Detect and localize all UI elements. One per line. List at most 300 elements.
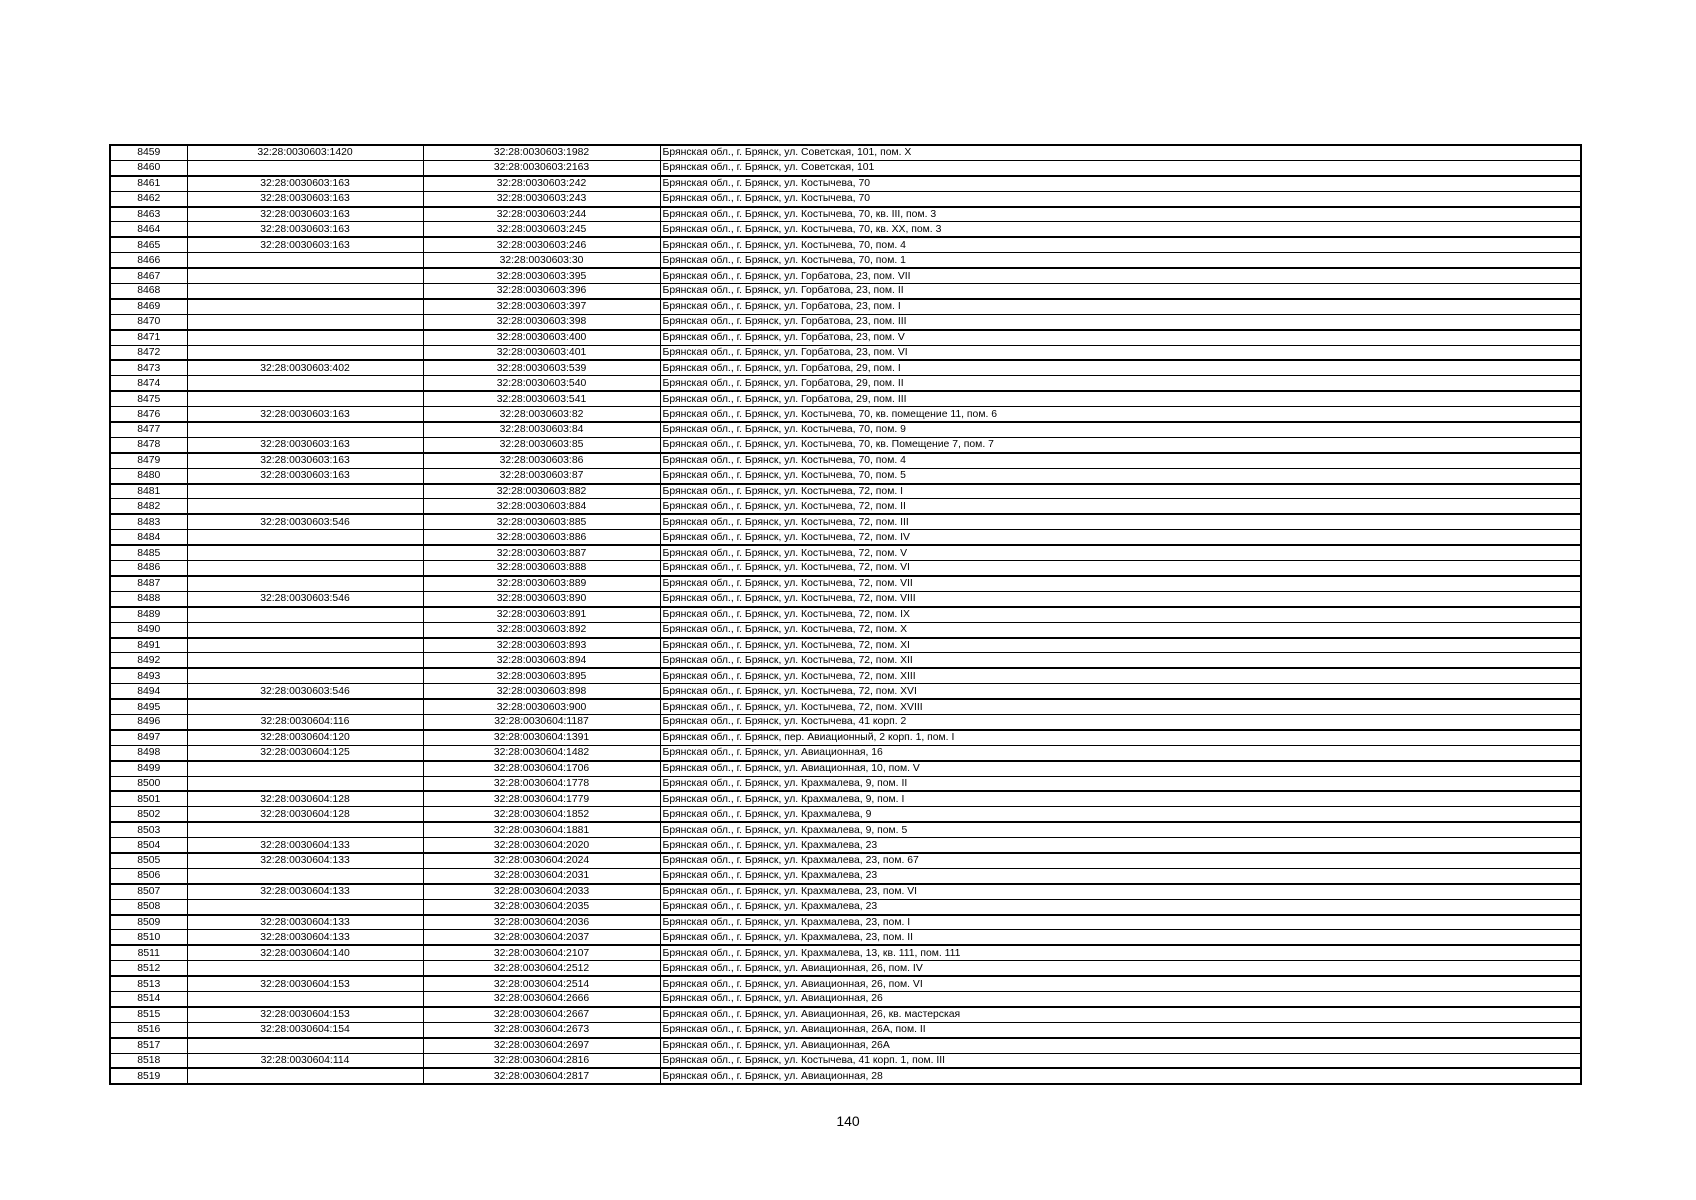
cadastral-number-cell: 32:28:0030603:540 [423,376,660,391]
cadastral-number-cell: 32:28:0030604:1881 [423,822,660,837]
table-row [110,915,1581,930]
table-row [110,576,1581,591]
table-row [110,961,1581,976]
cadastral-number-cell: 32:28:0030604:2514 [423,976,660,991]
row-number-cell: 8496 [110,714,187,729]
parent-cadastral-cell [187,299,423,314]
parent-cadastral-cell [187,761,423,776]
table-row [110,207,1581,222]
row-number-cell: 8466 [110,253,187,268]
parent-cadastral-cell: 32:28:0030604:133 [187,930,423,945]
parent-cadastral-cell [187,961,423,976]
row-number-cell: 8513 [110,976,187,991]
row-number-cell: 8483 [110,514,187,529]
cadastral-table [109,144,1582,1085]
row-number-cell: 8502 [110,807,187,822]
cadastral-number-cell: 32:28:0030604:1852 [423,807,660,822]
address-cell: Брянская обл., г. Брянск, ул. Горбатова, 29, пом. II [660,376,1581,391]
parent-cadastral-cell: 32:28:0030603:163 [187,222,423,237]
table-row [110,268,1581,283]
cadastral-number-cell: 32:28:0030603:882 [423,484,660,499]
cadastral-number-cell: 32:28:0030603:86 [423,453,660,468]
cadastral-number-cell: 32:28:0030604:2673 [423,1022,660,1037]
row-number-cell: 8465 [110,237,187,252]
parent-cadastral-cell: 32:28:0030604:153 [187,1007,423,1022]
cadastral-number-cell: 32:28:0030603:895 [423,668,660,683]
address-cell: Брянская обл., г. Брянск, ул. Костычева, 72, пом. V [660,545,1581,560]
table-row [110,730,1581,745]
row-number-cell: 8481 [110,484,187,499]
address-cell: Брянская обл., г. Брянск, пер. Авиационный, 2 корп. 1, пом. I [660,730,1581,745]
table-row [110,360,1581,375]
row-number-cell: 8459 [110,145,187,160]
row-number-cell: 8477 [110,422,187,437]
address-cell: Брянская обл., г. Брянск, ул. Советская, 101, пом. X [660,145,1581,160]
table-row [110,1007,1581,1022]
address-cell: Брянская обл., г. Брянск, ул. Горбатова, 23, пом. I [660,299,1581,314]
table-row [110,745,1581,760]
address-cell: Брянская обл., г. Брянск, ул. Костычева, 70, кв. III, пом. 3 [660,207,1581,222]
parent-cadastral-cell: 32:28:0030604:128 [187,807,423,822]
row-number-cell: 8476 [110,407,187,422]
address-cell: Брянская обл., г. Брянск, ул. Костычева, 70 [660,191,1581,206]
parent-cadastral-cell [187,284,423,299]
address-cell: Брянская обл., г. Брянск, ул. Костычева, 70, пом. 4 [660,237,1581,252]
row-number-cell: 8492 [110,653,187,668]
table-row [110,545,1581,560]
table-row [110,653,1581,668]
table-row [110,484,1581,499]
table-row [110,591,1581,606]
row-number-cell: 8489 [110,607,187,622]
row-number-cell: 8479 [110,453,187,468]
cadastral-number-cell: 32:28:0030604:2033 [423,884,660,899]
table-row [110,237,1581,252]
cadastral-number-cell: 32:28:0030603:401 [423,345,660,360]
row-number-cell: 8504 [110,838,187,853]
cadastral-number-cell: 32:28:0030604:1779 [423,791,660,806]
address-cell: Брянская обл., г. Брянск, ул. Костычева, 72, пом. XI [660,638,1581,653]
row-number-cell: 8484 [110,530,187,545]
cadastral-number-cell: 32:28:0030603:886 [423,530,660,545]
address-cell: Брянская обл., г. Брянск, ул. Костычева, 41 корп. 2 [660,714,1581,729]
cadastral-number-cell: 32:28:0030603:541 [423,391,660,406]
row-number-cell: 8505 [110,853,187,868]
row-number-cell: 8487 [110,576,187,591]
cadastral-number-cell: 32:28:0030604:1706 [423,761,660,776]
address-cell: Брянская обл., г. Брянск, ул. Костычева, 72, пом. I [660,484,1581,499]
parent-cadastral-cell [187,253,423,268]
table-row [110,191,1581,206]
cadastral-number-cell: 32:28:0030603:888 [423,561,660,576]
address-cell: Брянская обл., г. Брянск, ул. Горбатова, 23, пом. VI [660,345,1581,360]
cadastral-number-cell: 32:28:0030603:885 [423,514,660,529]
parent-cadastral-cell: 32:28:0030604:140 [187,945,423,960]
row-number-cell: 8469 [110,299,187,314]
row-number-cell: 8517 [110,1038,187,1053]
cadastral-number-cell: 32:28:0030604:1391 [423,730,660,745]
cadastral-number-cell: 32:28:0030604:2667 [423,1007,660,1022]
row-number-cell: 8478 [110,437,187,452]
address-cell: Брянская обл., г. Брянск, ул. Авиационная, 26, пом. IV [660,961,1581,976]
parent-cadastral-cell [187,561,423,576]
table-row [110,376,1581,391]
table-row [110,145,1581,160]
row-number-cell: 8499 [110,761,187,776]
parent-cadastral-cell: 32:28:0030603:163 [187,437,423,452]
cadastral-number-cell: 32:28:0030603:246 [423,237,660,252]
parent-cadastral-cell [187,530,423,545]
address-cell: Брянская обл., г. Брянск, ул. Авиационная, 26А [660,1038,1581,1053]
address-cell: Брянская обл., г. Брянск, ул. Крахмалева, 9 [660,807,1581,822]
cadastral-number-cell: 32:28:0030603:397 [423,299,660,314]
address-cell: Брянская обл., г. Брянск, ул. Крахмалева, 23, пом. VI [660,884,1581,899]
parent-cadastral-cell [187,668,423,683]
parent-cadastral-cell [187,699,423,714]
table-row [110,853,1581,868]
table-row [110,807,1581,822]
row-number-cell: 8512 [110,961,187,976]
row-number-cell: 8507 [110,884,187,899]
table-row [110,899,1581,914]
parent-cadastral-cell [187,268,423,283]
address-cell: Брянская обл., г. Брянск, ул. Костычева, 70, кв. XX, пом. 3 [660,222,1581,237]
cadastral-number-cell: 32:28:0030603:884 [423,499,660,514]
row-number-cell: 8509 [110,915,187,930]
address-cell: Брянская обл., г. Брянск, ул. Авиационная, 28 [660,1068,1581,1084]
address-cell: Брянская обл., г. Брянск, ул. Костычева, 72, пом. IV [660,530,1581,545]
cadastral-number-cell: 32:28:0030603:242 [423,176,660,191]
cadastral-number-cell: 32:28:0030603:2163 [423,160,660,175]
table-row [110,1022,1581,1037]
table-row [110,884,1581,899]
parent-cadastral-cell: 32:28:0030603:163 [187,237,423,252]
address-cell: Брянская обл., г. Брянск, ул. Костычева, 70, пом. 1 [660,253,1581,268]
table-row [110,638,1581,653]
row-number-cell: 8488 [110,591,187,606]
cadastral-number-cell: 32:28:0030604:2666 [423,991,660,1006]
cadastral-number-cell: 32:28:0030603:244 [423,207,660,222]
cadastral-number-cell: 32:28:0030603:893 [423,638,660,653]
parent-cadastral-cell: 32:28:0030604:154 [187,1022,423,1037]
row-number-cell: 8486 [110,561,187,576]
address-cell: Брянская обл., г. Брянск, ул. Крахмалева, 9, пом. 5 [660,822,1581,837]
row-number-cell: 8472 [110,345,187,360]
table-row [110,284,1581,299]
cadastral-number-cell: 32:28:0030604:2024 [423,853,660,868]
row-number-cell: 8516 [110,1022,187,1037]
cadastral-number-cell: 32:28:0030603:395 [423,268,660,283]
table-row [110,838,1581,853]
table-row [110,868,1581,883]
table-row [110,222,1581,237]
cadastral-number-cell: 32:28:0030604:2107 [423,945,660,960]
parent-cadastral-cell: 32:28:0030604:114 [187,1053,423,1068]
address-cell: Брянская обл., г. Брянск, ул. Крахмалева, 23, пом. I [660,915,1581,930]
parent-cadastral-cell: 32:28:0030604:133 [187,838,423,853]
address-cell: Брянская обл., г. Брянск, ул. Костычева, 72, пом. III [660,514,1581,529]
cadastral-number-cell: 32:28:0030603:84 [423,422,660,437]
cadastral-number-cell: 32:28:0030603:887 [423,545,660,560]
address-cell: Брянская обл., г. Брянск, ул. Костычева, 72, пом. XII [660,653,1581,668]
address-cell: Брянская обл., г. Брянск, ул. Костычева, 72, пом. VII [660,576,1581,591]
table-row [110,791,1581,806]
row-number-cell: 8490 [110,622,187,637]
row-number-cell: 8480 [110,468,187,483]
address-cell: Брянская обл., г. Брянск, ул. Костычева, 72, пом. XVI [660,684,1581,699]
table-row [110,714,1581,729]
table-row [110,499,1581,514]
cadastral-number-cell: 32:28:0030604:1778 [423,776,660,791]
table-row [110,822,1581,837]
parent-cadastral-cell [187,545,423,560]
cadastral-number-cell: 32:28:0030603:1982 [423,145,660,160]
table-row [110,345,1581,360]
row-number-cell: 8475 [110,391,187,406]
cadastral-number-cell: 32:28:0030604:2036 [423,915,660,930]
row-number-cell: 8463 [110,207,187,222]
parent-cadastral-cell: 32:28:0030603:1420 [187,145,423,160]
table-row [110,468,1581,483]
row-number-cell: 8510 [110,930,187,945]
parent-cadastral-cell [187,776,423,791]
parent-cadastral-cell [187,1068,423,1084]
table-row [110,684,1581,699]
cadastral-number-cell: 32:28:0030603:898 [423,684,660,699]
row-number-cell: 8519 [110,1068,187,1084]
row-number-cell: 8473 [110,360,187,375]
table-row [110,607,1581,622]
address-cell: Брянская обл., г. Брянск, ул. Авиационная, 26, пом. VI [660,976,1581,991]
address-cell: Брянская обл., г. Брянск, ул. Горбатова, 23, пом. III [660,314,1581,329]
parent-cadastral-cell [187,160,423,175]
parent-cadastral-cell: 32:28:0030604:128 [187,791,423,806]
parent-cadastral-cell: 32:28:0030603:546 [187,514,423,529]
parent-cadastral-cell: 32:28:0030604:125 [187,745,423,760]
table-row [110,160,1581,175]
row-number-cell: 8468 [110,284,187,299]
parent-cadastral-cell [187,314,423,329]
cadastral-number-cell: 32:28:0030603:82 [423,407,660,422]
parent-cadastral-cell [187,822,423,837]
table-row [110,530,1581,545]
parent-cadastral-cell [187,499,423,514]
parent-cadastral-cell: 32:28:0030603:163 [187,407,423,422]
parent-cadastral-cell: 32:28:0030604:133 [187,915,423,930]
row-number-cell: 8464 [110,222,187,237]
table-row [110,1068,1581,1084]
parent-cadastral-cell [187,991,423,1006]
address-cell: Брянская обл., г. Брянск, ул. Крахмалева, 23 [660,899,1581,914]
address-cell: Брянская обл., г. Брянск, ул. Костычева, 72, пом. XVIII [660,699,1581,714]
row-number-cell: 8506 [110,868,187,883]
parent-cadastral-cell: 32:28:0030604:116 [187,714,423,729]
cadastral-number-cell: 32:28:0030603:889 [423,576,660,591]
address-cell: Брянская обл., г. Брянск, ул. Костычева, 72, пом. X [660,622,1581,637]
address-cell: Брянская обл., г. Брянск, ул. Костычева, 72, пом. II [660,499,1581,514]
table-row [110,314,1581,329]
row-number-cell: 8503 [110,822,187,837]
parent-cadastral-cell: 32:28:0030603:163 [187,207,423,222]
parent-cadastral-cell: 32:28:0030603:163 [187,468,423,483]
cadastral-number-cell: 32:28:0030604:2031 [423,868,660,883]
table-row [110,561,1581,576]
parent-cadastral-cell: 32:28:0030603:546 [187,684,423,699]
address-cell: Брянская обл., г. Брянск, ул. Крахмалева, 9, пом. I [660,791,1581,806]
address-cell: Брянская обл., г. Брянск, ул. Авиационная, 26, кв. мастерская [660,1007,1581,1022]
address-cell: Брянская обл., г. Брянск, ул. Горбатова, 23, пом. V [660,330,1581,345]
address-cell: Брянская обл., г. Брянск, ул. Авиационная, 10, пом. V [660,761,1581,776]
address-cell: Брянская обл., г. Брянск, ул. Костычева, 70, пом. 9 [660,422,1581,437]
cadastral-number-cell: 32:28:0030604:2035 [423,899,660,914]
table-row [110,453,1581,468]
address-cell: Брянская обл., г. Брянск, ул. Крахмалева, 9, пом. II [660,776,1581,791]
parent-cadastral-cell [187,330,423,345]
parent-cadastral-cell [187,1038,423,1053]
parent-cadastral-cell [187,376,423,391]
address-cell: Брянская обл., г. Брянск, ул. Горбатова, 23, пом. II [660,284,1581,299]
address-cell: Брянская обл., г. Брянск, ул. Горбатова, 29, пом. III [660,391,1581,406]
table-row [110,930,1581,945]
parent-cadastral-cell [187,391,423,406]
cadastral-number-cell: 32:28:0030604:2697 [423,1038,660,1053]
address-cell: Брянская обл., г. Брянск, ул. Авиационная, 16 [660,745,1581,760]
address-cell: Брянская обл., г. Брянск, ул. Костычева, 70, пом. 5 [660,468,1581,483]
address-cell: Брянская обл., г. Брянск, ул. Костычева, 70, пом. 4 [660,453,1581,468]
address-cell: Брянская обл., г. Брянск, ул. Костычева, 70, кв. помещение 11, пом. 6 [660,407,1581,422]
address-cell: Брянская обл., г. Брянск, ул. Крахмалева, 23 [660,868,1581,883]
row-number-cell: 8511 [110,945,187,960]
address-cell: Брянская обл., г. Брянск, ул. Крахмалева, 23, пом. 67 [660,853,1581,868]
row-number-cell: 8461 [110,176,187,191]
parent-cadastral-cell [187,653,423,668]
parent-cadastral-cell: 32:28:0030604:153 [187,976,423,991]
parent-cadastral-cell [187,868,423,883]
row-number-cell: 8493 [110,668,187,683]
cadastral-number-cell: 32:28:0030604:2020 [423,838,660,853]
table-row [110,437,1581,452]
row-number-cell: 8482 [110,499,187,514]
cadastral-number-cell: 32:28:0030604:1187 [423,714,660,729]
parent-cadastral-cell: 32:28:0030603:163 [187,453,423,468]
address-cell: Брянская обл., г. Брянск, ул. Горбатова, 23, пом. VII [660,268,1581,283]
parent-cadastral-cell: 32:28:0030604:133 [187,884,423,899]
cadastral-number-cell: 32:28:0030603:85 [423,437,660,452]
row-number-cell: 8495 [110,699,187,714]
table-row [110,776,1581,791]
row-number-cell: 8497 [110,730,187,745]
address-cell: Брянская обл., г. Брянск, ул. Костычева, 72, пом. VIII [660,591,1581,606]
table-row [110,391,1581,406]
address-cell: Брянская обл., г. Брянск, ул. Крахмалева, 13, кв. 111, пом. 111 [660,945,1581,960]
table-row [110,514,1581,529]
cadastral-number-cell: 32:28:0030603:539 [423,360,660,375]
parent-cadastral-cell [187,607,423,622]
table-row [110,668,1581,683]
row-number-cell: 8515 [110,1007,187,1022]
cadastral-number-cell: 32:28:0030603:245 [423,222,660,237]
cadastral-number-cell: 32:28:0030603:894 [423,653,660,668]
cadastral-number-cell: 32:28:0030603:892 [423,622,660,637]
parent-cadastral-cell: 32:28:0030603:163 [187,176,423,191]
row-number-cell: 8471 [110,330,187,345]
page-number: 140 [836,1113,860,1129]
address-cell: Брянская обл., г. Брянск, ул. Крахмалева, 23, пом. II [660,930,1581,945]
row-number-cell: 8508 [110,899,187,914]
row-number-cell: 8491 [110,638,187,653]
row-number-cell: 8514 [110,991,187,1006]
address-cell: Брянская обл., г. Брянск, ул. Крахмалева, 23 [660,838,1581,853]
parent-cadastral-cell: 32:28:0030603:163 [187,191,423,206]
parent-cadastral-cell: 32:28:0030604:133 [187,853,423,868]
table-row [110,991,1581,1006]
cadastral-number-cell: 32:28:0030603:87 [423,468,660,483]
parent-cadastral-cell [187,899,423,914]
address-cell: Брянская обл., г. Брянск, ул. Костычева, 70, кв. Помещение 7, пом. 7 [660,437,1581,452]
cadastral-number-cell: 32:28:0030603:30 [423,253,660,268]
cadastral-number-cell: 32:28:0030603:891 [423,607,660,622]
row-number-cell: 8500 [110,776,187,791]
cadastral-number-cell: 32:28:0030603:396 [423,284,660,299]
row-number-cell: 8498 [110,745,187,760]
table-row [110,1053,1581,1068]
cadastral-number-cell: 32:28:0030603:243 [423,191,660,206]
cadastral-number-cell: 32:28:0030603:398 [423,314,660,329]
row-number-cell: 8462 [110,191,187,206]
table-row [110,622,1581,637]
address-cell: Брянская обл., г. Брянск, ул. Костычева, 72, пом. VI [660,561,1581,576]
table-row [110,253,1581,268]
cadastral-number-cell: 32:28:0030604:2037 [423,930,660,945]
table-row [110,422,1581,437]
cadastral-number-cell: 32:28:0030603:400 [423,330,660,345]
table-row [110,699,1581,714]
cadastral-number-cell: 32:28:0030603:900 [423,699,660,714]
cadastral-number-cell: 32:28:0030603:890 [423,591,660,606]
table-row [110,299,1581,314]
parent-cadastral-cell [187,622,423,637]
cadastral-number-cell: 32:28:0030604:2817 [423,1068,660,1084]
table-row [110,976,1581,991]
address-cell: Брянская обл., г. Брянск, ул. Костычева, 72, пом. XIII [660,668,1581,683]
row-number-cell: 8460 [110,160,187,175]
parent-cadastral-cell: 32:28:0030603:546 [187,591,423,606]
row-number-cell: 8470 [110,314,187,329]
address-cell: Брянская обл., г. Брянск, ул. Горбатова, 29, пом. I [660,360,1581,375]
row-number-cell: 8518 [110,1053,187,1068]
parent-cadastral-cell [187,576,423,591]
cadastral-number-cell: 32:28:0030604:2512 [423,961,660,976]
table-row [110,945,1581,960]
parent-cadastral-cell: 32:28:0030604:120 [187,730,423,745]
table-row [110,407,1581,422]
cadastral-number-cell: 32:28:0030604:1482 [423,745,660,760]
parent-cadastral-cell [187,345,423,360]
table-body [110,145,1581,1084]
table-row [110,330,1581,345]
parent-cadastral-cell [187,484,423,499]
row-number-cell: 8501 [110,791,187,806]
row-number-cell: 8485 [110,545,187,560]
table-row [110,176,1581,191]
row-number-cell: 8467 [110,268,187,283]
row-number-cell: 8494 [110,684,187,699]
parent-cadastral-cell [187,422,423,437]
address-cell: Брянская обл., г. Брянск, ул. Костычева, 41 корп. 1, пом. III [660,1053,1581,1068]
row-number-cell: 8474 [110,376,187,391]
cadastral-number-cell: 32:28:0030604:2816 [423,1053,660,1068]
address-cell: Брянская обл., г. Брянск, ул. Авиационная, 26 [660,991,1581,1006]
